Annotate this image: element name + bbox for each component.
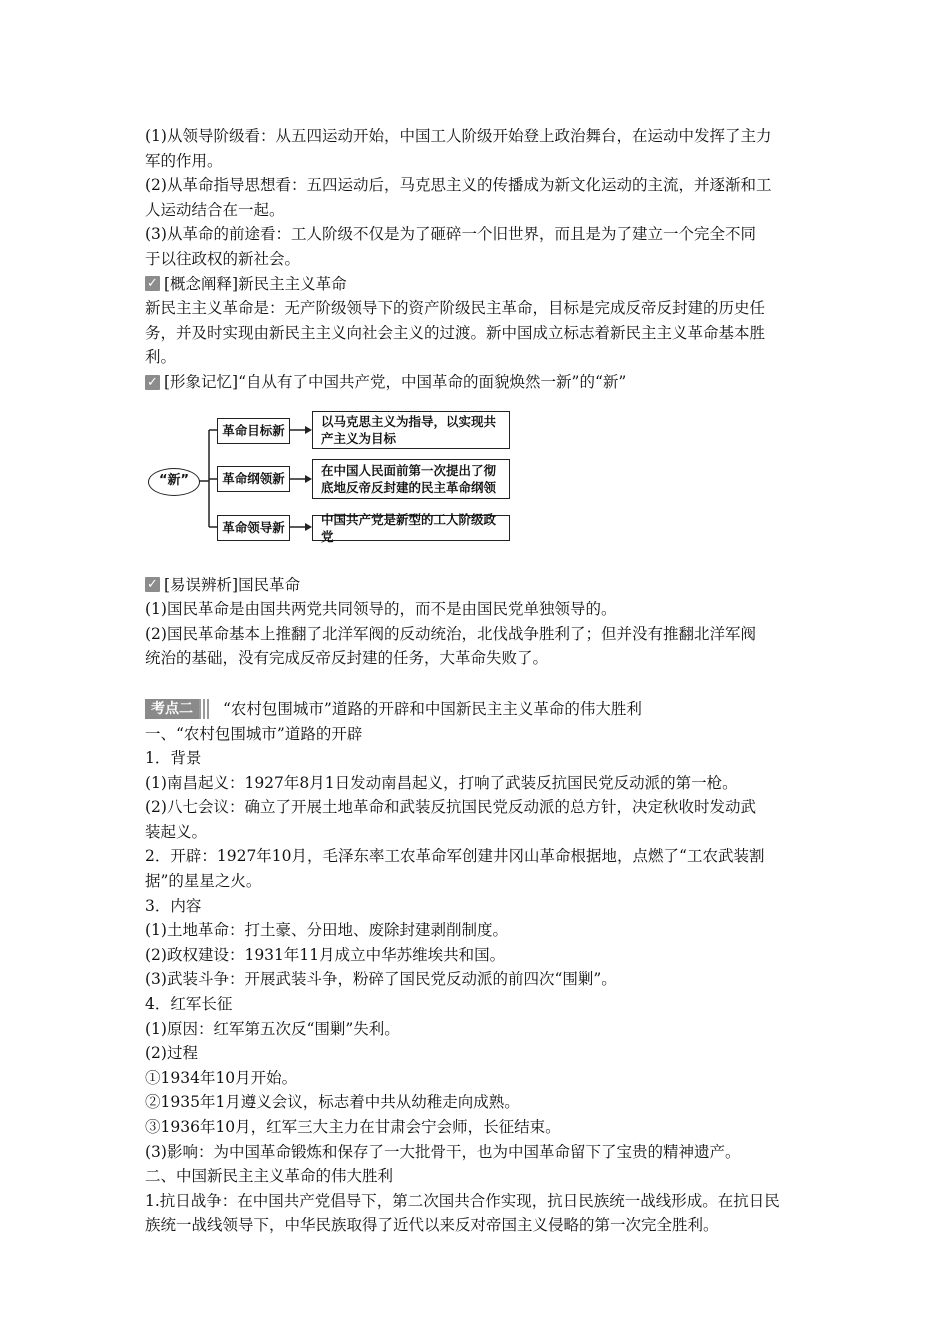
checkbox-icon: ✓ (145, 375, 160, 390)
paragraph-concept (145, 296, 807, 370)
text-line: ②1935年1月遵义会议，标志着中共从幼稚走向成熟。 (145, 1093, 520, 1112)
text-line: 人运动结合在一起。 (145, 200, 285, 219)
text-line: 据”的星星之火。 (145, 872, 262, 891)
text-line: 务，并及时实现由新民主主义向社会主义的过渡。新中国成立标志着新民主主义革命基本胜 (145, 323, 766, 342)
text-line: (1)从领导阶级看：从五四运动开始，中国工人阶级开始登上政治舞台，在运动中发挥了主力 (145, 127, 772, 145)
paragraph-bottom (145, 722, 807, 1238)
checkbox-icon: ✓ (145, 276, 160, 291)
text-line: 军的作用。 (145, 151, 223, 170)
diagram-left-box: 革命目标新 (217, 418, 290, 444)
text-line: 3．内容 (145, 896, 202, 915)
note-title: [概念阐释]新民主主义革命 (164, 274, 347, 293)
checkbox-icon: ✓ (145, 577, 160, 592)
note-title: [形象记忆]“自从有了中国共产党，中国革命的面貌焕然一新”的“新” (164, 372, 627, 391)
note-heading-concept (145, 272, 807, 297)
text-line: (2)八七会议：确立了开展土地革命和武装反抗国民党反动派的总方针，决定秋收时发动武 (145, 798, 756, 817)
text-line: (2)政权建设：1931年11月成立中华苏维埃共和国。 (145, 945, 506, 964)
text-line: (2)国民革命基本上推翻了北洋军阀的反动统治，北伐战争胜利了；但并没有推翻北洋军阀 (145, 624, 756, 643)
text-line: 1．背景 (145, 749, 202, 768)
text-line: 2．开辟：1927年10月，毛泽东率工农革命军创建井冈山革命根据地，点燃了“工农武装割 (145, 847, 765, 866)
diagram-left-box: 革命纲领新 (217, 466, 290, 492)
text-line: (1)原因：红军第五次反“围剿”失利。 (145, 1019, 400, 1038)
text-line: 统治的基础，没有完成反帝反封建的任务，大革命失败了。 (145, 649, 549, 668)
section-title: “农村包围城市”道路的开辟和中国新民主主义革命的伟大胜利 (223, 699, 642, 718)
text-line: ①1934年10月开始。 (145, 1068, 298, 1087)
text-line: ③1936年10月，红军三大主力在甘肃会宁会师，长征结束。 (145, 1118, 561, 1136)
tag-stripes-icon (199, 699, 211, 719)
note-heading-memory (145, 370, 807, 395)
note-title: [易误辨析]国民革命 (164, 575, 301, 594)
text-line: 族统一战线领导下，中华民族取得了近代以来反对帝国主义侵略的第一次完全胜利。 (145, 1216, 719, 1235)
text-line: 新民主主义革命是：无产阶级领导下的资产阶级民主革命，目标是完成反帝反封建的历史任 (145, 299, 766, 318)
text-line: 1.抗日战争：在中国共产党倡导下，第二次国共合作实现，抗日民族统一战线形成。在抗日民 (145, 1191, 780, 1210)
concept-diagram (145, 409, 807, 559)
diagram-right-box: 中国共产党是新型的工人阶级政党 (312, 515, 510, 541)
text-line: (2)过程 (145, 1044, 198, 1063)
section-heading (145, 697, 807, 722)
text-line: (1)国民革命是由国共两党共同领导的，而不是由国民党单独领导的。 (145, 600, 617, 619)
text-line: (3)从革命的前途看：工人阶级不仅是为了砸碎一个旧世界，而且是为了建立一个完全不同 (145, 225, 756, 244)
text-line: 装起义。 (145, 822, 208, 841)
text-line: (3)影响：为中国革命锻炼和保存了一大批骨干，也为中国革命留下了宝贵的精神遗产。 (145, 1142, 741, 1161)
text-line: 4．红军长征 (145, 995, 233, 1014)
text-line: (1)土地革命：打土豪、分田地、废除封建剥削制度。 (145, 921, 508, 940)
text-line: (1)南昌起义：1927年8月1日发动南昌起义，打响了武装反抗国民党反动派的第一枪。 (145, 773, 738, 792)
text-line: 于以往政权的新社会。 (145, 249, 301, 268)
text-line: 二、中国新民主主义革命的伟大胜利 (145, 1167, 394, 1186)
diagram-center-oval: “新” (148, 468, 200, 496)
text-line: 一、“农村包围城市”道路的开辟 (145, 724, 363, 743)
document-body (145, 124, 807, 1238)
text-line: 利。 (145, 348, 177, 367)
diagram-right-box: 在中国人民面前第一次提出了彻底地反帝反封建的民主革命纲领 (312, 459, 510, 499)
diagram-right-box: 以马克思主义为指导，以实现共产主义为目标 (312, 411, 510, 449)
paragraph-top (145, 124, 807, 272)
diagram-left-box: 革命领导新 (217, 515, 290, 541)
note-heading-mistake (145, 573, 807, 598)
section-tag: 考点二 (145, 699, 199, 719)
paragraph-mistake (145, 597, 807, 671)
text-line: (3)武装斗争：开展武装斗争，粉碎了国民党反动派的前四次“围剿”。 (145, 970, 617, 989)
text-line: (2)从革命指导思想看：五四运动后，马克思主义的传播成为新文化运动的主流，并逐渐和工 (145, 176, 772, 195)
